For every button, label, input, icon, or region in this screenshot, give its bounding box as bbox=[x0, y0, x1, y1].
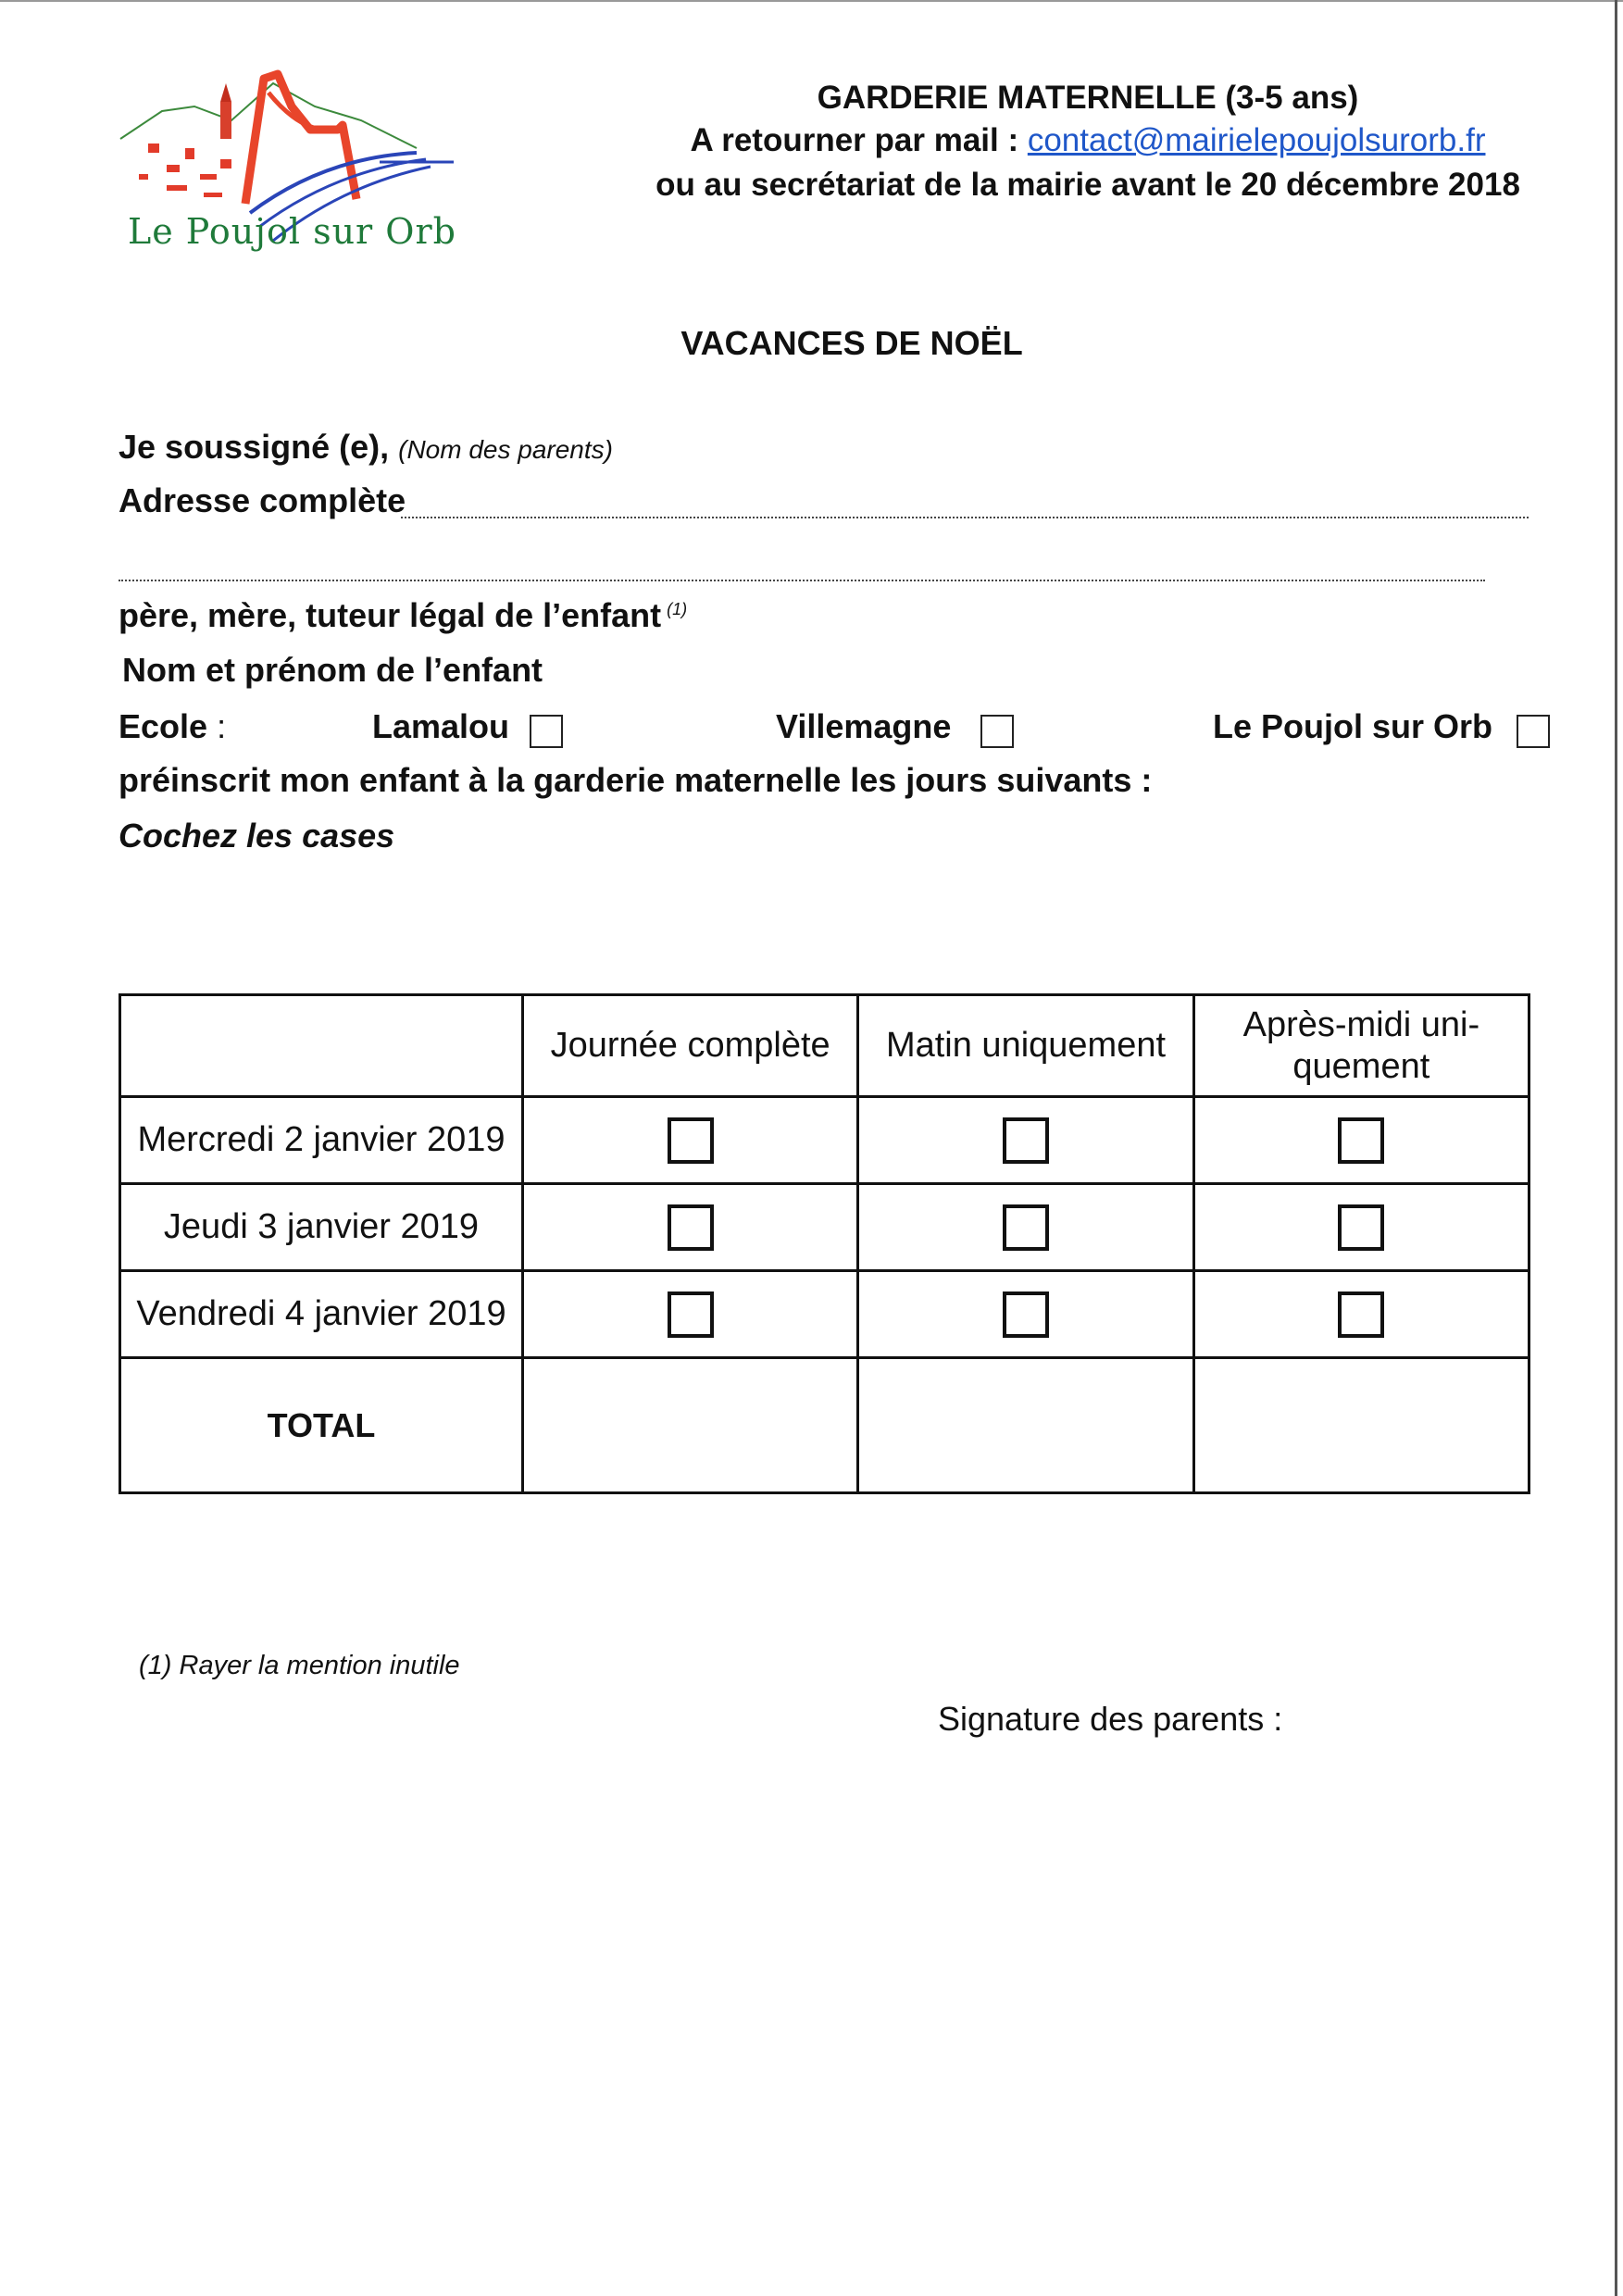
column-full-day: Journée complète bbox=[523, 995, 858, 1097]
checkbox-afternoon[interactable] bbox=[1338, 1117, 1384, 1164]
school-label-text: Ecole bbox=[119, 707, 208, 745]
header-return-line bbox=[648, 122, 1528, 159]
school-checkbox-le-poujol[interactable] bbox=[1517, 715, 1550, 748]
school-label-colon: : bbox=[217, 707, 227, 745]
checkbox-full-day[interactable] bbox=[668, 1292, 714, 1338]
checkbox-afternoon[interactable] bbox=[1338, 1204, 1384, 1251]
parent-name-line bbox=[119, 428, 613, 467]
row-day-label: Mercredi 2 janvier 2019 bbox=[120, 1097, 523, 1184]
school-option-lamalou: Lamalou bbox=[372, 707, 510, 745]
relation-note-ref: (1) bbox=[667, 600, 688, 618]
school-option-villemagne: Villemagne bbox=[776, 707, 952, 745]
relation-label: père, mère, tuteur légal de l’enfant bbox=[119, 596, 662, 634]
column-afternoon-line1: Après-midi uni- bbox=[1242, 1004, 1480, 1044]
section-title: VACANCES DE NOËL bbox=[680, 324, 1023, 362]
relation-line bbox=[119, 596, 687, 635]
total-morning-cell[interactable] bbox=[858, 1358, 1193, 1493]
logo-town-name: Le Poujol sur Orb bbox=[128, 211, 456, 252]
school-checkbox-villemagne[interactable] bbox=[980, 715, 1014, 748]
checkbox-morning[interactable] bbox=[1003, 1292, 1049, 1338]
table-row bbox=[120, 1184, 1529, 1271]
signature-label: Signature des parents : bbox=[938, 1700, 1283, 1738]
address-field-line-2[interactable] bbox=[119, 580, 1485, 581]
school-option-le-poujol: Le Poujol sur Orb bbox=[1213, 707, 1493, 745]
column-afternoon bbox=[1193, 995, 1529, 1097]
scan-top-edge bbox=[0, 0, 1623, 2]
school-label bbox=[119, 707, 226, 746]
header-deadline: ou au secrétariat de la mairie avant le 20 décembre 2018 bbox=[655, 167, 1520, 203]
table-total-row bbox=[120, 1358, 1529, 1493]
instruction-text: Cochez les cases bbox=[119, 817, 395, 855]
parent-name-hint: (Nom des parents) bbox=[398, 435, 613, 464]
checkbox-afternoon[interactable] bbox=[1338, 1292, 1384, 1338]
checkbox-full-day[interactable] bbox=[668, 1117, 714, 1164]
row-day-label: Jeudi 3 janvier 2019 bbox=[120, 1184, 523, 1271]
column-morning: Matin uniquement bbox=[858, 995, 1193, 1097]
header-return-text: A retourner par mail : bbox=[690, 122, 1028, 158]
table-row bbox=[120, 1097, 1529, 1184]
checkbox-morning[interactable] bbox=[1003, 1204, 1049, 1251]
column-afternoon-line2: quement bbox=[1292, 1046, 1430, 1086]
checkbox-morning[interactable] bbox=[1003, 1117, 1049, 1164]
school-checkbox-lamalou[interactable] bbox=[530, 715, 563, 748]
email-link[interactable]: contact@mairielepoujolsurorb.fr bbox=[1027, 122, 1486, 158]
footnote: (1) Rayer la mention inutile bbox=[139, 1651, 460, 1680]
header-empty-cell bbox=[120, 995, 523, 1097]
child-name-label: Nom et prénom de l’enfant bbox=[122, 651, 543, 689]
address-field-line-1[interactable] bbox=[401, 517, 1529, 518]
checkbox-full-day[interactable] bbox=[668, 1204, 714, 1251]
total-afternoon-cell[interactable] bbox=[1193, 1358, 1529, 1493]
header-title: GARDERIE MATERNELLE (3-5 ans) bbox=[817, 80, 1359, 116]
table-header-row bbox=[120, 995, 1529, 1097]
row-day-label: Vendredi 4 janvier 2019 bbox=[120, 1271, 523, 1358]
total-full-day-cell[interactable] bbox=[523, 1358, 858, 1493]
parent-name-label: Je soussigné (e), bbox=[119, 428, 390, 466]
address-label: Adresse complète bbox=[119, 481, 406, 519]
enrollment-table bbox=[119, 993, 1530, 1494]
table-row bbox=[120, 1271, 1529, 1358]
enroll-text: préinscrit mon enfant à la garderie maternelle les jours suivants : bbox=[119, 761, 1153, 799]
total-label: TOTAL bbox=[120, 1358, 523, 1493]
